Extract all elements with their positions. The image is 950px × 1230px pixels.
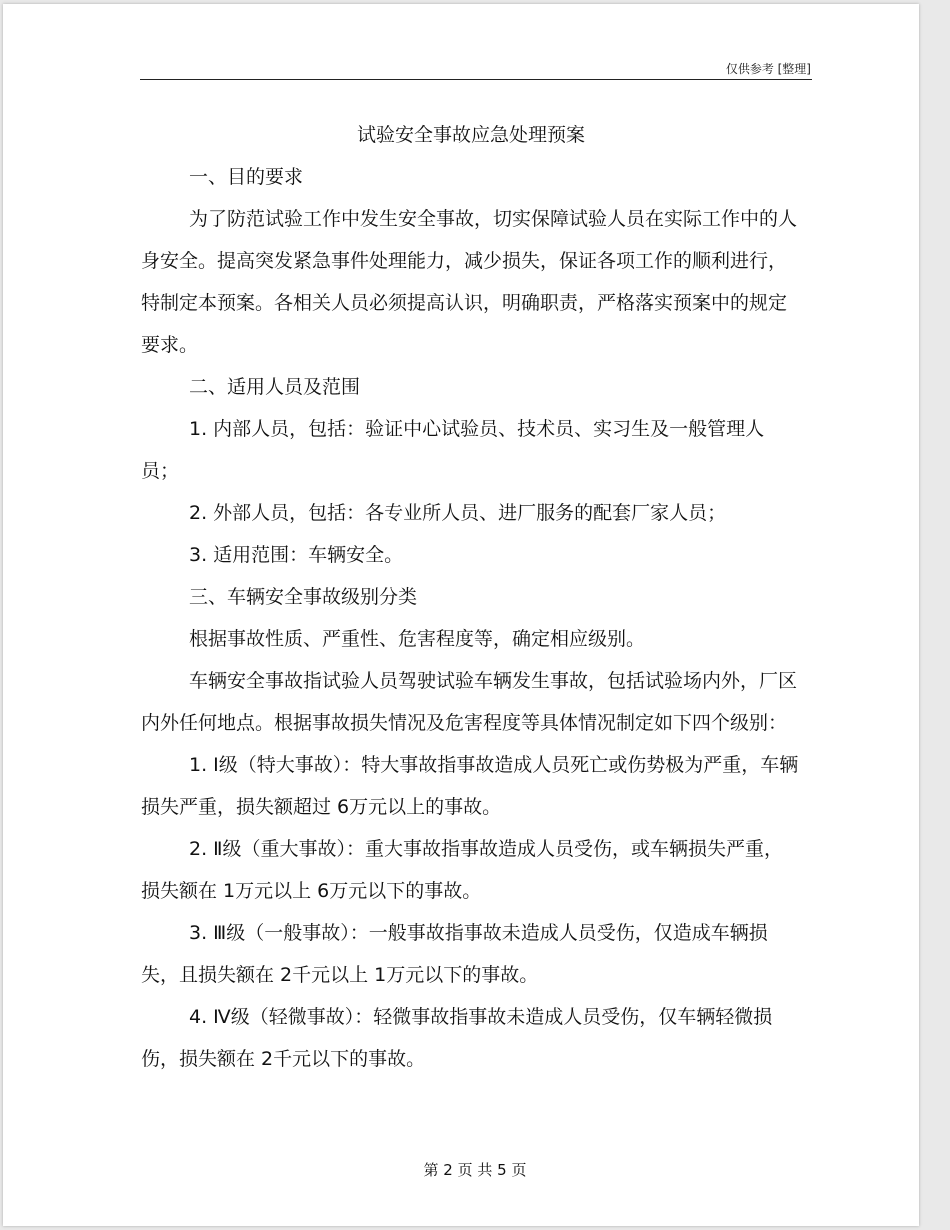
header-rule (140, 79, 812, 80)
section-heading-scope: 二、适用人员及范围 (189, 376, 361, 398)
paragraph-purpose: 为了防范试验工作中发生安全事故，切实保障试验人员在实际工作中的人身安全。提高突发紧急事件处理能力，减少损失，保证各项工作的顺利进行，特制定本预案。各相关人员必须提高认识，明确职责，严格落实预案中的规定要求。 (141, 208, 798, 356)
level-item-3: 3. Ⅲ级（一般事故）：一般事故指事故未造成人员受伤，仅造成车辆损失，且损失额在 2千元以上 1万元以下的事故。 (141, 922, 768, 986)
list-item-internal: 1. 内部人员，包括：验证中心试验员、技术员、实习生及一般管理人员； (141, 418, 765, 482)
paragraph-levels-basis: 根据事故性质、严重性、危害程度等，确定相应级别。 (189, 628, 646, 650)
document-page (3, 4, 919, 1226)
page-number: 第 2 页 共 5 页 (423, 1161, 527, 1179)
section-heading-levels: 三、车辆安全事故级别分类 (189, 586, 418, 608)
section-heading-purpose: 一、目的要求 (189, 166, 304, 188)
document-body (141, 114, 801, 1080)
document-title: 试验安全事故应急处理预案 (356, 124, 585, 146)
paragraph-vehicle-accident: 车辆安全事故指试验人员驾驶试验车辆发生事故，包括试验场内外，厂区内外任何地点。根据事故损失情况及危害程度等具体情况制定如下四个级别： (141, 670, 798, 734)
level-item-2: 2. Ⅱ级（重大事故）：重大事故指事故造成人员受伤，或车辆损失严重，损失额在 1万元以上 6万元以下的事故。 (141, 838, 784, 902)
list-item-external: 2. 外部人员，包括：各专业所人员、进厂服务的配套厂家人员； (189, 502, 727, 524)
level-item-4: 4. Ⅳ级（轻微事故）：轻微事故指事故未造成人员受伤，仅车辆轻微损伤，损失额在 2千元以下的事故。 (141, 1006, 773, 1070)
header-note: 仅供参考 [整理] (725, 62, 811, 76)
list-item-range: 3. 适用范围：车辆安全。 (189, 544, 404, 566)
level-item-1: 1. Ⅰ级（特大事故）：特大事故指事故造成人员死亡或伤势极为严重，车辆损失严重，损失额超过 6万元以上的事故。 (141, 754, 799, 818)
